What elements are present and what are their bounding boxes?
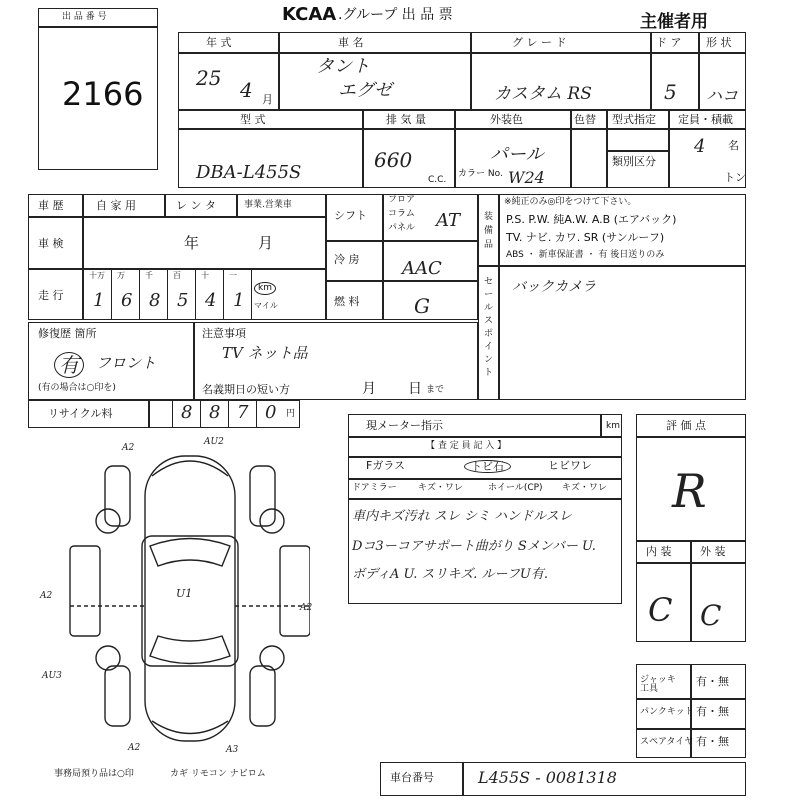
inspector-note-1: 車内キズ汚れ スレ シミ ハンドルスレ: [352, 509, 572, 524]
ton-unit: トン: [724, 171, 746, 184]
color-no-label: カラー No.: [458, 169, 503, 179]
shaken-year: 年: [184, 234, 200, 252]
short-term-label: 名義期日の短い方: [202, 383, 290, 396]
meter-unit: km: [606, 421, 620, 431]
interior-value: C: [648, 591, 673, 629]
year-label: 年 式: [206, 36, 232, 49]
history-opt-3: 事業.営業車: [244, 200, 292, 210]
wheel-opt: キズ・ワレ: [562, 483, 607, 493]
month-unit: 月: [262, 93, 273, 106]
mileage-digit: 4: [205, 290, 217, 311]
history-opt-2: レ ン タ: [176, 199, 216, 212]
ac-label: 冷 房: [334, 253, 360, 266]
repair-label: 修復歴 箇所: [38, 327, 97, 340]
ac-value: AAC: [402, 258, 442, 279]
shaken-label: 車 検: [38, 237, 64, 250]
history-opt-1: 自 家 用: [96, 199, 136, 212]
sponsor-label: 主催者用: [640, 12, 708, 32]
diagram-mark-5: A2: [300, 603, 313, 613]
color-value: パール: [490, 144, 544, 165]
mileage-unit: 十: [201, 271, 209, 280]
shift-opt-floor: フロア: [388, 195, 416, 205]
color-change-label: 色替: [574, 113, 596, 126]
mileage-unit: 十万: [89, 271, 105, 280]
mileage-digit: 1: [93, 290, 105, 311]
mirror-opt: キズ・ワレ: [418, 483, 463, 493]
recycle-yen: 円: [286, 409, 296, 419]
cc-unit: C.C.: [428, 175, 447, 185]
model-value: DBA-L455S: [196, 162, 302, 183]
tools-jack-label: ジャッキ 工具: [640, 675, 676, 694]
office-items: カギ リモコン ナビロム: [170, 769, 266, 779]
ext-color-label: 外装色: [490, 113, 523, 126]
car-name-1: タント: [316, 56, 370, 77]
interior-label: 内 装: [646, 545, 672, 558]
tools-spare-label: スペアタイヤ: [640, 737, 694, 747]
grade-label: グ レ ー ド: [512, 36, 567, 49]
diagram-mark-7: A2: [128, 743, 141, 753]
history-label: 車 歴: [38, 199, 64, 212]
logo: KCAA: [282, 4, 337, 25]
recycle-digit: 8: [209, 402, 221, 423]
shift-value: AT: [436, 210, 461, 231]
recycle-label: リサイクル料: [48, 407, 113, 420]
equip-label: 装 備 品: [484, 212, 494, 250]
short-until: まで: [426, 385, 445, 395]
mileage-digit: 6: [121, 290, 133, 311]
caution-value: TV ネット品: [222, 344, 308, 362]
fuel-label: 燃 料: [334, 295, 360, 308]
type-label: 型式指定: [612, 113, 656, 126]
mileage-unit: 万: [117, 271, 125, 280]
car-name-2: エグゼ: [338, 80, 392, 101]
repair-place: フロント: [96, 354, 157, 372]
mirror-label: ドアミラー: [352, 483, 397, 493]
caution-label: 注意事項: [202, 327, 246, 340]
grade-value: カスタム RS: [494, 84, 592, 104]
diagram-mark-3: U1: [176, 587, 193, 600]
mileage-digit: 1: [233, 290, 245, 311]
chassis-value: L455S - 0081318: [478, 768, 617, 787]
diagram-mark-1: A2: [122, 443, 135, 453]
repair-note: (有の場合は○印を): [38, 383, 116, 393]
chassis-label: 車台番号: [390, 771, 434, 784]
mileage-unit: 千: [145, 271, 153, 280]
exterior-label: 外 装: [700, 545, 726, 558]
office-label: 事務局預り品は○印: [54, 769, 134, 779]
shift-opt-panel: パネル: [388, 223, 416, 233]
sales-label: セールスポイント: [484, 277, 494, 378]
short-day: 日: [408, 381, 422, 397]
diagram-mark-2: AU2: [204, 437, 224, 447]
capacity-label: 定員・積載: [678, 113, 733, 126]
recycle-digit: 7: [237, 402, 249, 423]
mileage-label: 走 行: [38, 289, 64, 302]
rating-label: 評 価 点: [666, 419, 706, 432]
glass-opt-2: ヒビワレ: [548, 459, 592, 472]
capacity-value: 4: [694, 136, 706, 157]
meter-label: 現メーター指示: [366, 419, 443, 432]
shaken-month: 月: [258, 234, 274, 252]
equip-note: ※純正のみ◎印をつけて下さい。: [504, 197, 637, 207]
fuel-value: G: [414, 294, 430, 318]
tools-spare-value: 有・無: [696, 735, 729, 748]
disp-value: 660: [374, 148, 413, 172]
recycle-digit: 8: [181, 402, 193, 423]
repair-value: 有: [54, 352, 84, 378]
color-no-value: W24: [508, 168, 545, 187]
capacity-unit: 名: [728, 139, 739, 152]
month-value: 4: [240, 78, 253, 102]
mileage-digit: 5: [177, 290, 189, 311]
mileage-mile: マイル: [254, 301, 278, 310]
glass-label: Fガラス: [366, 459, 405, 472]
tools-puncture-label: パンクキット: [640, 707, 694, 717]
shape-value: ハコ: [706, 86, 739, 105]
model-label: 型 式: [240, 113, 266, 126]
sales-value: バックカメラ: [512, 279, 596, 295]
equip-line-1: P.S. P.W. 純A.W. A.B (エアバック): [506, 213, 677, 226]
door-label: ド ア: [656, 36, 682, 49]
rating-value: R: [672, 464, 707, 518]
exterior-value: C: [700, 599, 722, 632]
mileage-unit: 百: [173, 271, 181, 280]
shape-label: 形 状: [706, 36, 732, 49]
diagram-mark-4: A2: [40, 591, 53, 601]
type-class-label: 類別区分: [612, 155, 656, 168]
form-title: .グループ 出 品 票: [338, 7, 453, 23]
car-label: 車 名: [338, 36, 364, 49]
wheel-label: ホイール(CP): [488, 483, 543, 493]
disp-label: 排 気 量: [386, 113, 426, 126]
door-value: 5: [664, 80, 677, 104]
tools-puncture-value: 有・無: [696, 705, 729, 718]
lot-number: 2166: [62, 75, 144, 113]
mileage-km: km: [254, 282, 276, 295]
year-value: 25: [196, 66, 222, 90]
shift-opt-column: コラム: [388, 209, 415, 219]
tools-jack-value: 有・無: [696, 675, 729, 688]
mileage-digit: 8: [149, 290, 161, 311]
diagram-mark-8: A3: [226, 745, 239, 755]
glass-opt-1: トビ石: [464, 460, 511, 473]
inspector-note-3: ボディA U. スリキズ. ルーフU有.: [352, 567, 548, 582]
short-month: 月: [362, 381, 376, 397]
recycle-digit: 0: [265, 402, 277, 423]
mileage-unit: 一: [229, 271, 237, 280]
inspector-label: 【 査 定 員 記 入 】: [426, 441, 507, 451]
equip-line-3: ABS ・ 新車保証書 ・ 有 後日送りのみ: [506, 250, 665, 260]
inspector-note-2: Dコ3ーコアサポート曲がり Sメンバー U.: [352, 539, 596, 554]
lot-label: 出 品 番 号: [62, 12, 107, 22]
shift-label: シフト: [334, 209, 367, 222]
equip-line-2: TV. ナビ. カワ. SR (サンルーフ): [506, 231, 665, 244]
diagram-mark-6: AU3: [42, 671, 62, 681]
